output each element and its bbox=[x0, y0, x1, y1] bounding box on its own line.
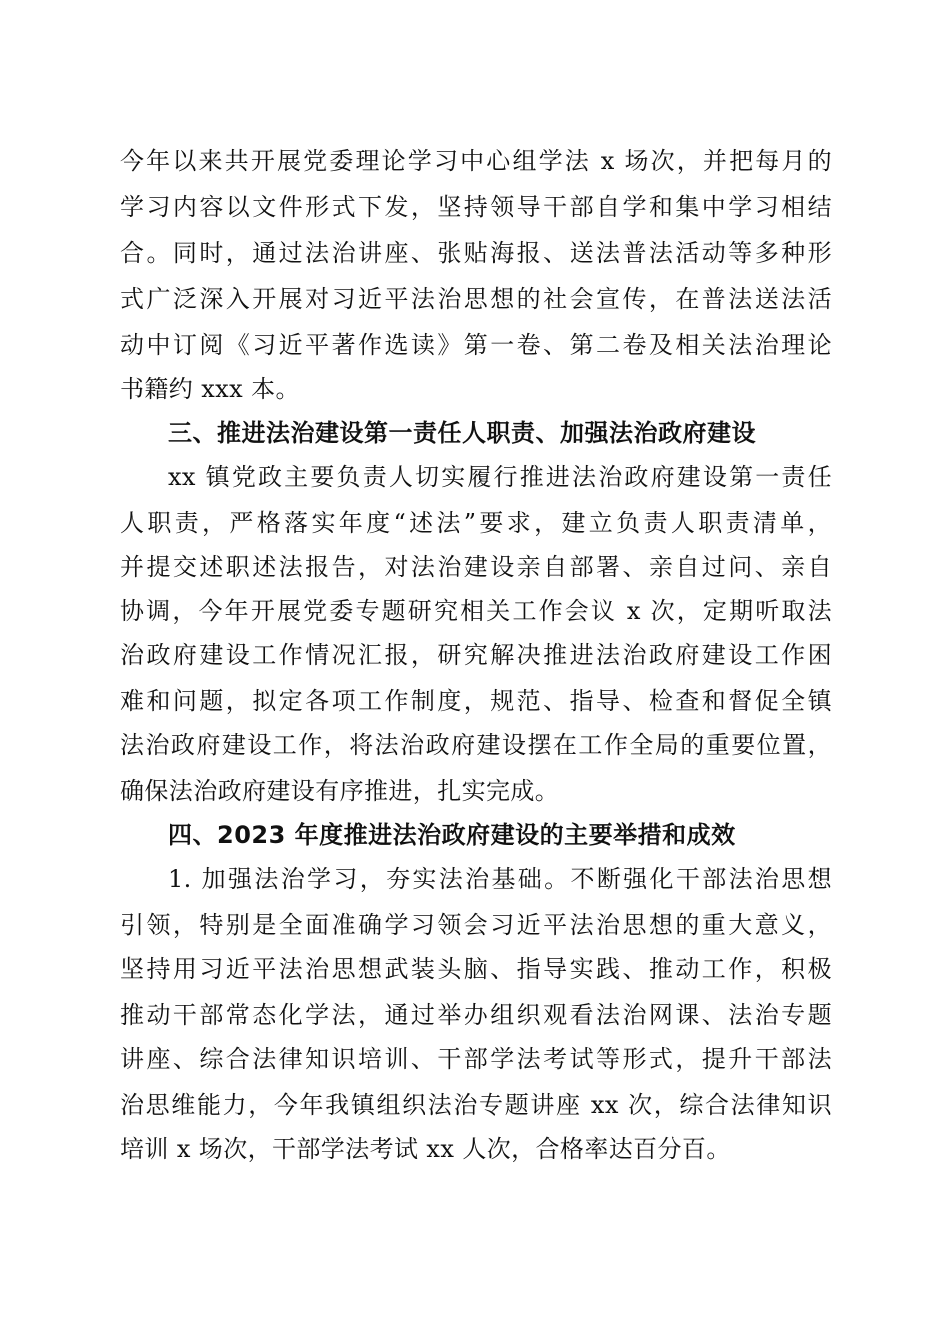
section4-line-1: 1. 加强法治学习，夯实法治基础。不断强化干部法治思想 bbox=[168, 865, 832, 893]
section4-heading: 四、2023 年度推进法治政府建设的主要举措和成效 bbox=[168, 821, 736, 849]
paragraph1-line-1: 今年以来共开展党委理论学习中心组学法 x 场次，并把每月的 bbox=[120, 147, 832, 175]
section3-line-3: 并提交述职述法报告，对法治建设亲自部署、亲自过问、亲自 bbox=[120, 553, 832, 581]
section3-line-1: xx 镇党政主要负责人切实履行推进法治政府建设第一责任 bbox=[168, 463, 832, 491]
section3-heading: 三、推进法治建设第一责任人职责、加强法治政府建设 bbox=[168, 419, 756, 447]
section3-line-7: 法治政府建设工作，将法治政府建设摆在工作全局的重要位置， bbox=[120, 731, 832, 759]
paragraph1-line-3: 合。同时，通过法治讲座、张贴海报、送法普法活动等多种形 bbox=[120, 239, 832, 267]
paragraph1-line-4: 式广泛深入开展对习近平法治思想的社会宣传，在普法送法活 bbox=[120, 285, 832, 313]
section3-line-8: 确保法治政府建设有序推进，扎实完成。 bbox=[120, 777, 560, 805]
section4-line-3: 坚持用习近平法治思想武装头脑、指导实践、推动工作，积极 bbox=[120, 955, 832, 983]
section4-line-4: 推动干部常态化学法，通过举办组织观看法治网课、法治专题 bbox=[120, 1001, 832, 1029]
section4-line-5: 讲座、综合法律知识培训、干部学法考试等形式，提升干部法 bbox=[120, 1045, 832, 1073]
section3-line-5: 治政府建设工作情况汇报，研究解决推进法治政府建设工作困 bbox=[120, 641, 832, 669]
paragraph1-line-5: 动中订阅《习近平著作选读》第一卷、第二卷及相关法治理论 bbox=[120, 331, 832, 359]
section3-line-2: 人职责，严格落实年度“述法”要求，建立负责人职责清单， bbox=[120, 509, 832, 537]
section3-line-6: 难和问题，拟定各项工作制度，规范、指导、检查和督促全镇 bbox=[120, 687, 832, 715]
section4-line-2: 引领，特别是全面准确学习领会习近平法治思想的重大意义， bbox=[120, 911, 832, 939]
section4-line-7: 培训 x 场次，干部学法考试 xx 人次，合格率达百分百。 bbox=[120, 1135, 731, 1163]
section3-line-4: 协调，今年开展党委专题研究相关工作会议 x 次，定期听取法 bbox=[120, 597, 832, 625]
paragraph1-line-2: 学习内容以文件形式下发，坚持领导干部自学和集中学习相结 bbox=[120, 193, 832, 221]
paragraph1-line-6: 书籍约 xxx 本。 bbox=[120, 375, 300, 403]
section4-line-6: 治思维能力，今年我镇组织法治专题讲座 xx 次，综合法律知识 bbox=[120, 1091, 832, 1119]
